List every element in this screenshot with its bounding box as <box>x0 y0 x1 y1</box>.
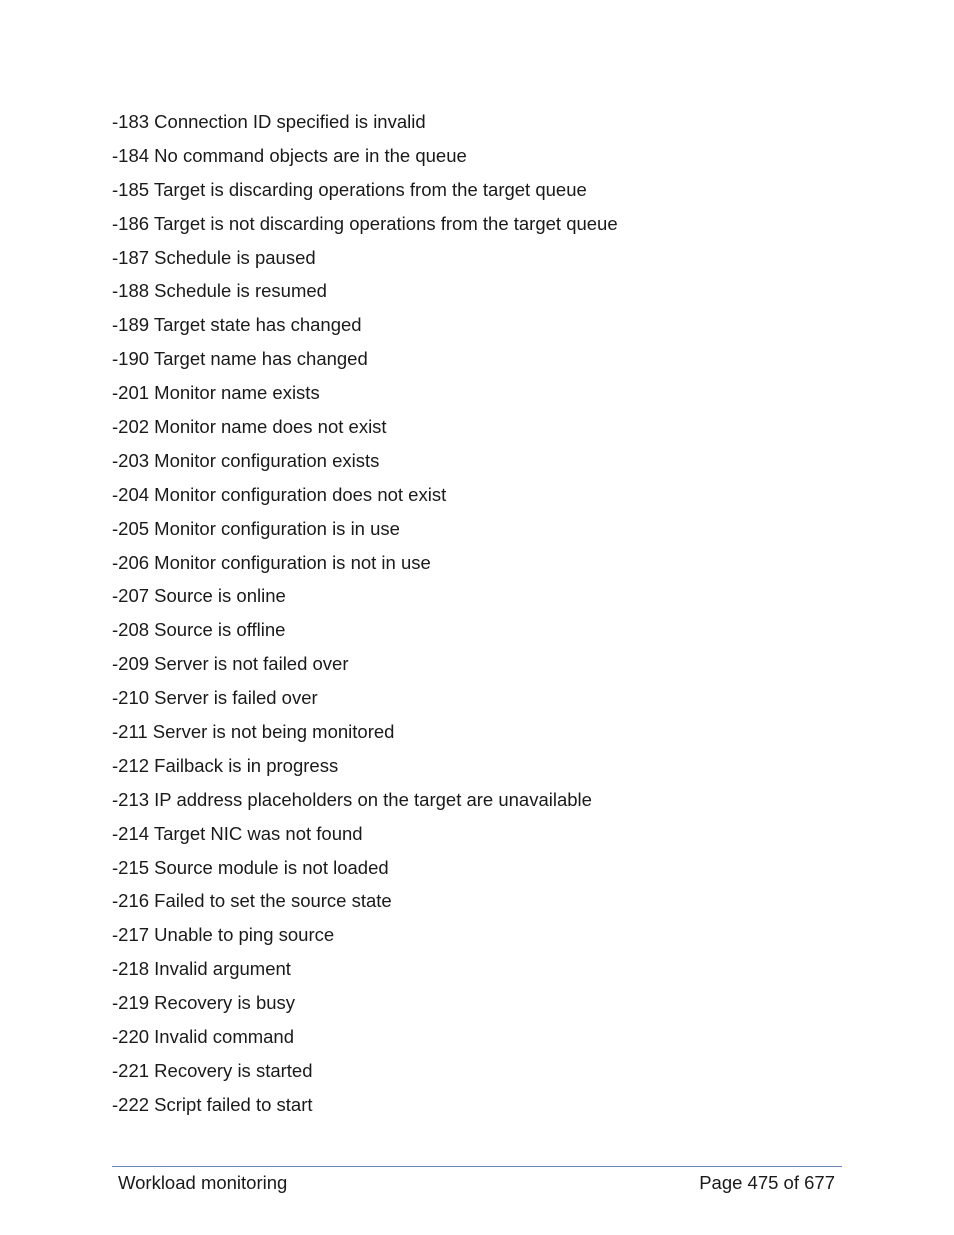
footer-page-number: Page 475 of 677 <box>699 1172 835 1193</box>
error-code-entry: -202 Monitor name does not exist <box>112 416 387 438</box>
error-code-entry: -215 Source module is not loaded <box>112 856 389 878</box>
error-code-entry: -217 Unable to ping source <box>112 924 335 946</box>
error-code-entry: -221 Recovery is started <box>112 1059 313 1081</box>
error-code-list <box>112 110 842 1127</box>
error-code-entry: -187 Schedule is paused <box>112 246 316 268</box>
error-code-entry: -214 Target NIC was not found <box>112 822 363 844</box>
error-code-entry: -189 Target state has changed <box>112 314 362 336</box>
error-code-entry: -183 Connection ID specified is invalid <box>112 111 426 132</box>
error-code-entry: -201 Monitor name exists <box>112 382 320 404</box>
error-code-entry: -188 Schedule is resumed <box>112 280 327 302</box>
footer-section-title: Workload monitoring <box>118 1172 288 1193</box>
error-code-entry: -184 No command objects are in the queue <box>112 144 467 166</box>
error-code-entry: -219 Recovery is busy <box>112 992 296 1014</box>
error-code-entry: -216 Failed to set the source state <box>112 890 392 912</box>
error-code-entry: -210 Server is failed over <box>112 687 318 709</box>
error-code-entry: -212 Failback is in progress <box>112 754 339 776</box>
error-code-entry: -206 Monitor configuration is not in use <box>112 551 431 573</box>
error-code-entry: -211 Server is not being monitored <box>112 721 395 743</box>
error-code-entry: -213 IP address placeholders on the target are unavailable <box>112 788 592 810</box>
error-code-entry: -186 Target is not discarding operations from the target queue <box>112 212 618 234</box>
error-code-entry: -208 Source is offline <box>112 619 286 641</box>
page-footer <box>118 1170 835 1196</box>
error-code-entry: -207 Source is online <box>112 585 286 607</box>
error-code-entry: -218 Invalid argument <box>112 958 291 980</box>
error-code-entry: -190 Target name has changed <box>112 348 368 370</box>
error-code-entry: -185 Target is discarding operations from the target queue <box>112 178 587 200</box>
error-code-entry: -203 Monitor configuration exists <box>112 449 380 471</box>
footer-divider <box>112 1166 842 1167</box>
error-code-entry: -205 Monitor configuration is in use <box>112 517 400 539</box>
error-code-entry: -209 Server is not failed over <box>112 653 349 675</box>
error-code-entry: -222 Script failed to start <box>112 1093 313 1115</box>
error-code-entry: -204 Monitor configuration does not exist <box>112 483 447 505</box>
error-code-entry: -220 Invalid command <box>112 1026 295 1048</box>
